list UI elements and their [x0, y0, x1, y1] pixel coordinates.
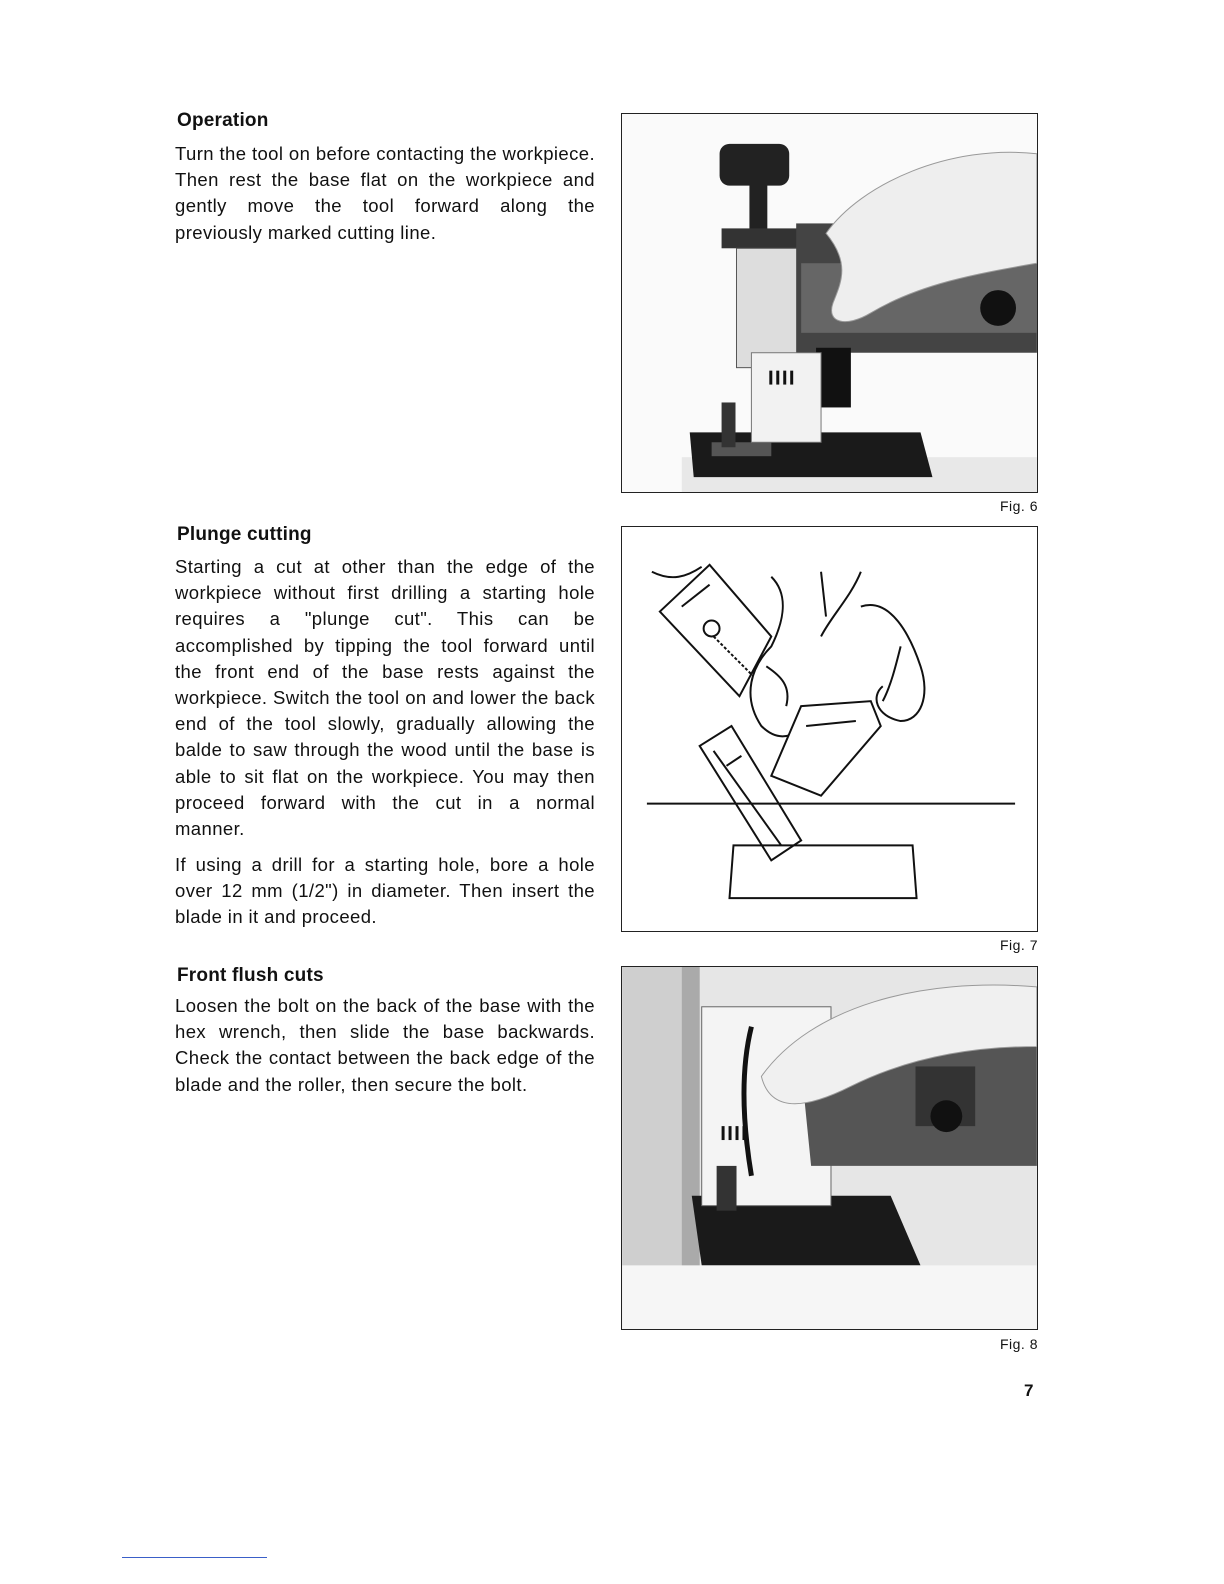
section-text-plunge-cutting: Starting a cut at other than the edge of the workpiece without first drilling a starting hole requires a "plunge cut". This can be accomplished by tipping the tool forward until the front end of the base rests against the workpiece. Switch the tool on and lower the back end of the tool slowly, gradually allowing the balde to saw through the wood until the base is able to sit flat on the workpiece. You may then proceed forward with the cut in a normal manner. — [175, 556, 595, 840]
figure-6-photo — [621, 113, 1038, 493]
section-heading-front-flush-cuts: Front flush cuts — [177, 965, 324, 986]
plunge-cut-line-drawing — [622, 527, 1037, 931]
section-text-operation: Turn the tool on before contacting the workpiece. Then rest the base flat on the workpiece and gently move the tool forward along the previously marked cutting line. — [175, 143, 595, 243]
flush-cut-photo-illustration — [622, 967, 1037, 1329]
jigsaw-photo-illustration — [622, 114, 1037, 492]
figure-6-caption: Fig. 6 — [999, 498, 1038, 514]
figure-7-caption: Fig. 7 — [999, 937, 1038, 953]
page-number: 7 — [1024, 1381, 1034, 1400]
section-text-plunge-drill: If using a drill for a starting hole, bore a hole over 12 mm (1/2") in diameter. Then insert the blade in it and proceed. — [175, 854, 595, 928]
section-heading-operation: Operation — [177, 110, 269, 131]
figure-8-photo — [621, 966, 1038, 1330]
footer-rule — [122, 1557, 267, 1558]
figure-7-drawing — [621, 526, 1038, 932]
section-heading-plunge-cutting: Plunge cutting — [177, 524, 312, 545]
section-text-front-flush-cuts: Loosen the bolt on the back of the base with the hex wrench, then slide the base backwards. Check the contact between the back edge of the blade and the roller, then secure the bolt. — [175, 995, 595, 1095]
figure-8-caption: Fig. 8 — [999, 1336, 1038, 1352]
